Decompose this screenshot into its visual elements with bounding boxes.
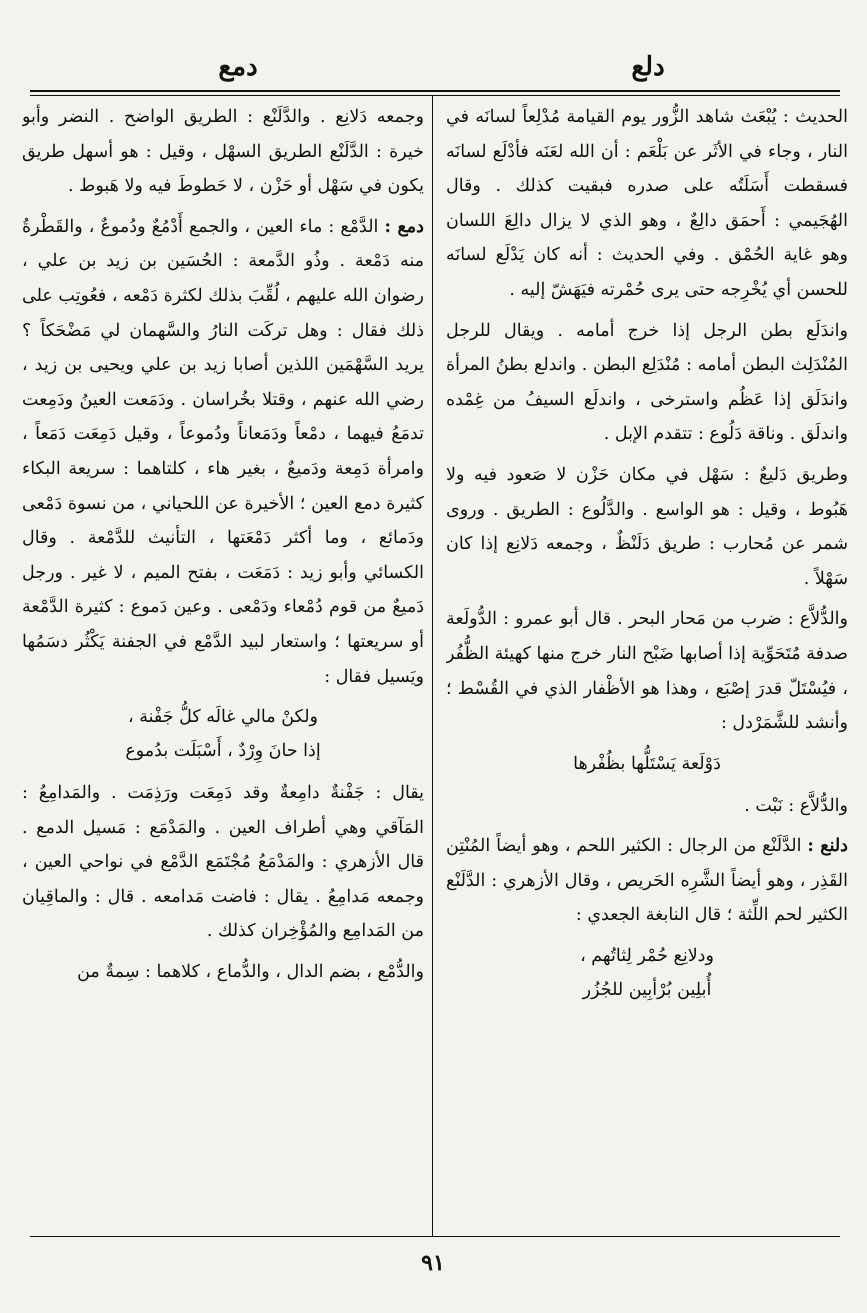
verse (446, 939, 848, 1007)
paragraph: وجمعه دَلانِع . والدَّلَنْع : الطريق الواضح . النضر وأبو خيرة : الدَّلَنْع الطريق السهْل ، وقيل : هو أسهل طريق يكون في سَهْل أو حَزْن ، لا حَطوطَ فيه ولا هَبوط . (22, 107, 424, 197)
right-column (446, 100, 848, 1230)
verse-line: دَوْلَعة يَسْتَلُّها بظُفْرها (573, 753, 721, 774)
entry-text: الدَّمْع : ماء العين ، والجمع أَدْمُعٌ ودُموعٌ ، والقَطْرةُ منه دَمْعة . وذُو الدَّمعة : الحُسَين بن زيد بن علي ، رضوان الله عليهم ، لُقِّبَ بذلك لكثرة دَمْعه ، فعُوتِب على ذلك فقال : وهل تركَت النارُ والسَّهمان لي مَضْحَكاً ؟ يريد السَّهْمَين اللذين أصابا زيد بن علي ويحيى بن زيد ، رضي الله عنهم ، وقتلا بخُراسان . ودَمَعت العينُ ودَمِعت تدمَعُ فيهما ، دمْعاً ودَمَعاناً ودُموعاً ، وقيل دَمِعَت دَمَعاً ، وامرأة دَمِعة ودَميعٌ ، بغير هاء ، كلتاهما : سريعة البكاء كثيرة دمع العين ؛ الأخيرة عن اللحياني ، من نسوة دَمْعى ودَمائع ، وما أكثر دَمْعَتها ، التأنيث للدَّمْعة . وقال الكسائي وأبو زيد : دَمَعَت ، بفتح الميم ، لا غير . ورجل دَميعٌ من قوم دُمْعاء ودَمْعى . وعين دَموع : كثيرة الدَّمْعة أو سريعتها ؛ واستعار لبيد الدَّمْع في الجفنة يَكْثُر دسَمُها ويَسيل فقال : (22, 216, 424, 687)
entry-paragraph (446, 829, 848, 933)
page-number: ٩١ (421, 1250, 445, 1276)
paragraph: والدُّمْع ، بضم الدال ، والدُّماع ، كلاهما : سِمةٌ من (77, 962, 424, 983)
header-word-right: دلع (631, 52, 665, 82)
entry-text: الدَّلَنْع من الرجال : الكثير اللحم ، وهو أيضاً المُنْتِن القَذِر ، وهو أيضاً الشَّرِه الحَريص ، وقال الأزهري : الدَّلَنْع الكثير لحم اللِّثة ؛ قال النابغة الجعدي : (446, 836, 848, 926)
paragraph: وطريق دَليعٌ : سَهْل في مكان حَزْن لا صَعود فيه ولا هَبُوط ، وقيل : هو الواسع . والدَّلُوع : الطريق . وروى شمر عن مُحارب : طريق دَلَنْظٌ ، وجمعه دَلانِع إذا كان سَهْلاً . (446, 464, 848, 589)
verse-line: إذا حانَ وِرْدٌ ، أَسْبَلَت بدُموع (125, 741, 321, 762)
header-rule-thin (30, 95, 840, 96)
verse-line: ودلانِع حُمْر لِثاتُهم ، (580, 946, 714, 967)
paragraph: والدُّلاَّع : نَبْت . (744, 795, 848, 816)
column-divider (432, 96, 433, 1236)
footer-rule (30, 1236, 840, 1237)
left-column (22, 100, 424, 1230)
paragraph: واندَلَع بطن الرجل إذا خرج أمامه . ويقال للرجل المُنْدَلِث البطن أمامه : مُنْدَلِع البطن . واندلع بطنُ المرأة واندَلَق إذا عَظُم واسترخى ، واندلَع السيفُ من غِمْده واندلَق . وناقة دَلُوع : تتقدم الإبل . (446, 320, 848, 445)
header-word-left: دمع (218, 52, 258, 82)
headword: دمع : (384, 216, 424, 237)
paragraph: الحديث : يُبْعَث شاهد الزُّور يوم القيامة مُدْلِعاً لسانَه في النار ، وجاء في الأثَر عن بَلْعَم : أن الله لعَنَه فأدْلَع لسانَه فسقطت أَسَلَتُه على صدره فبقيت كذلك . وقال الهُجَيمي : أَحمَق دالِعٌ ، وهو الذي لا يزال دالِعَ اللسان وهو غاية الحُمْق . وفي الحديث : أنه كان يَدْلَع لسانَه للحسن أي يُخْرِجه حتى يرى حُمْرته فيَهَشّ إليه . (446, 107, 848, 300)
verse-line: ولكنْ مالي غالَه كلُّ جَفْنة ، (128, 707, 318, 728)
entry-paragraph (22, 210, 424, 694)
verse (446, 747, 848, 781)
headword: دلنع : (807, 836, 848, 857)
verse-line: أُبلِين بُرْأبِين للجُزُر (582, 980, 712, 1001)
verse (22, 700, 424, 768)
header-rule (30, 90, 840, 92)
paragraph: يقال : جَفْنةٌ دامِعةٌ وقد دَمِعَت ورَذِمَت . والمَدامِعُ : المَآقي وهي أطراف العين . والمَدْمَع : مَسيل الدمع . قال الأزهري : والمَدْمَعُ مُجْتَمَع الدَّمْع في نواحي العين ، وجمعه مَدامِعُ . يقال : فاضت مَدامعه . قال : والماقِيان من المَدامِع والمُؤْخِران كذلك . (22, 783, 424, 942)
paragraph: والدُّلاَّع : ضرب من مَحار البحر . قال أبو عمرو : الدُّولَعة صدفة مُتَحَوِّية إذا أصابها ضَبْح النار خرج منها كهيئة الظُّفُر ، فيُسْتَلّ قدرَ إصْبَع ، وهذا هو الأظْفار الذي في القُسْط ؛ وأنشد للشَّمَرْدل : (446, 609, 848, 734)
